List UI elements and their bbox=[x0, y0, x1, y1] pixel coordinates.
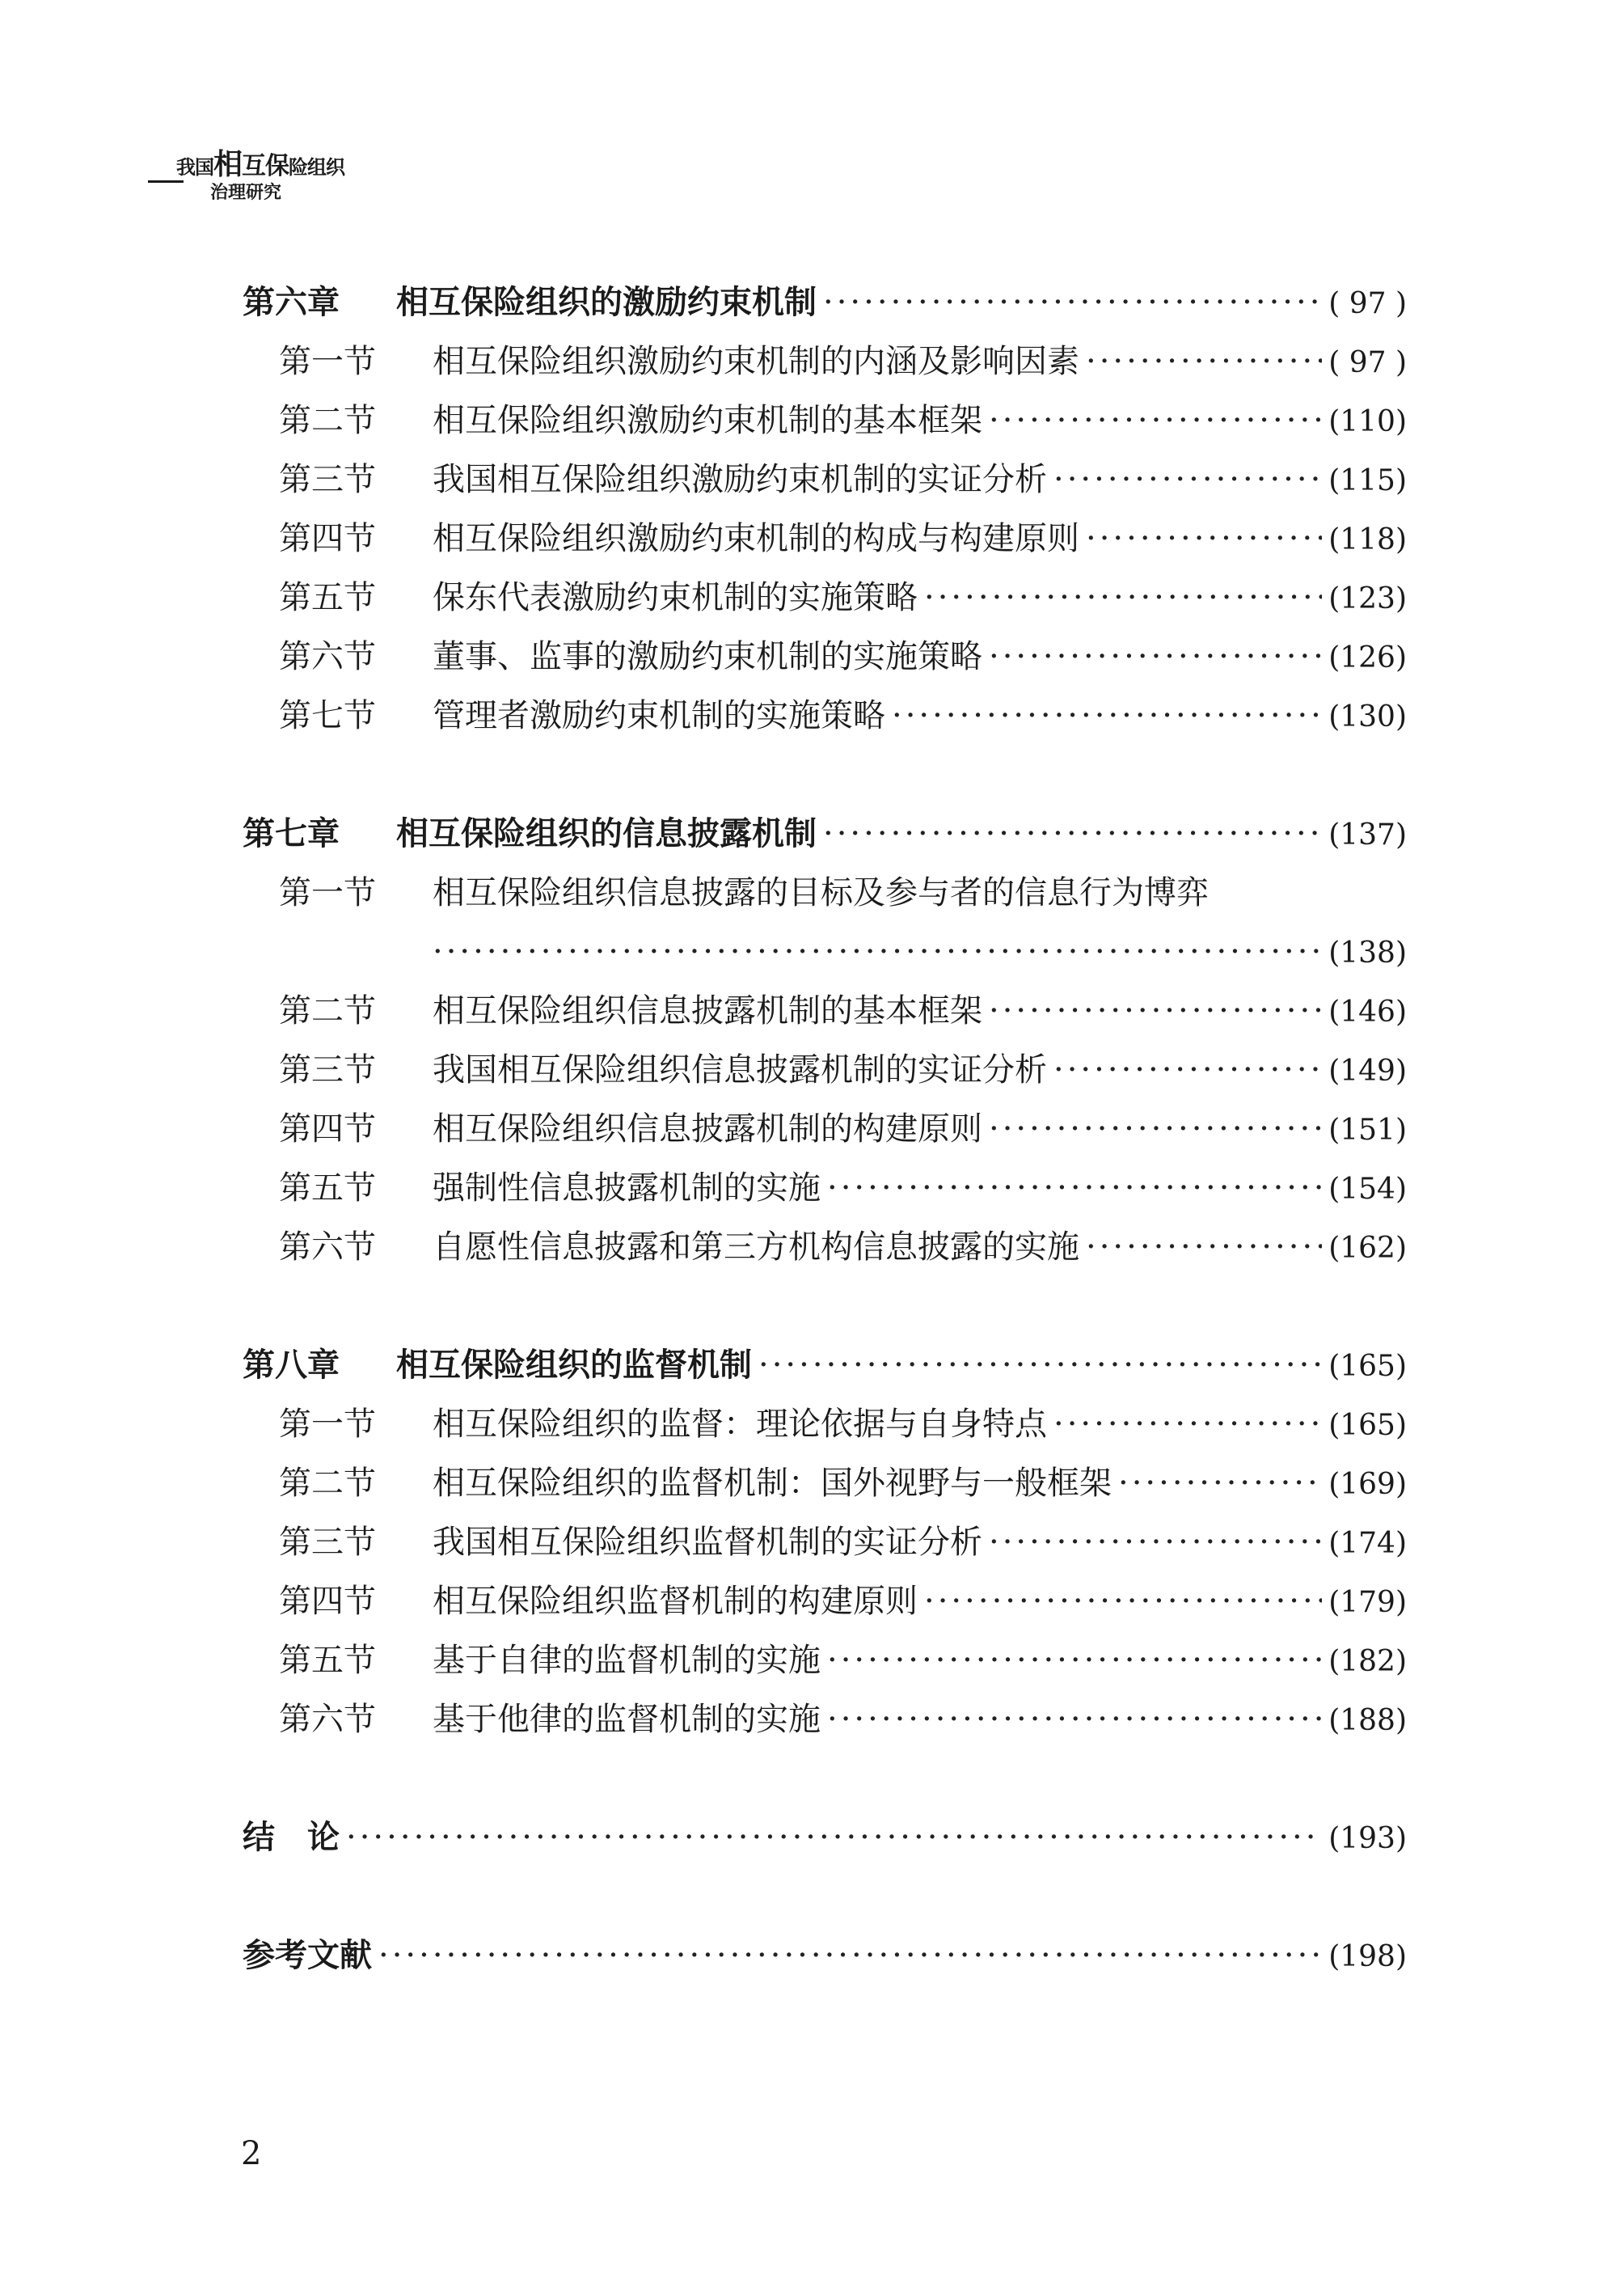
page-ref: (165) bbox=[1328, 1409, 1407, 1442]
chapter-title: 相互保险组织的激励约束机制 bbox=[396, 284, 817, 321]
section-title: 相互保险组织的监督：理论依据与自身特点 bbox=[433, 1406, 1047, 1443]
dot-leader bbox=[1053, 450, 1322, 510]
section-number: 第五节 bbox=[279, 579, 376, 616]
section-title: 相互保险组织的监督机制：国外视野与一般框架 bbox=[433, 1465, 1112, 1502]
dot-leader bbox=[1053, 1041, 1322, 1100]
section-title: 基于自律的监督机制的实施 bbox=[433, 1642, 821, 1679]
toc-chapter-8[interactable] bbox=[243, 1336, 1407, 1395]
dot-leader bbox=[1086, 1218, 1322, 1277]
table-of-contents bbox=[243, 273, 1407, 1985]
page-ref: (182) bbox=[1328, 1645, 1407, 1678]
toc-section[interactable] bbox=[243, 1572, 1407, 1631]
header-suffix: 险组织 bbox=[289, 156, 345, 179]
section-title: 保东代表激励约束机制的实施策略 bbox=[433, 579, 918, 616]
chapter-title: 相互保险组织的信息披露机制 bbox=[396, 815, 817, 852]
page-ref: ( 97 ) bbox=[1328, 346, 1407, 379]
dot-leader bbox=[378, 1926, 1322, 1985]
toc-section[interactable] bbox=[243, 450, 1407, 510]
references-title: 参考文献 bbox=[243, 1937, 372, 1974]
section-title: 管理者激励约束机制的实施策略 bbox=[433, 697, 885, 734]
conclusion-block bbox=[243, 1808, 1407, 1867]
dot-leader bbox=[1118, 1454, 1322, 1513]
section-title: 强制性信息披露机制的实施 bbox=[433, 1169, 821, 1207]
page-ref: (165) bbox=[1328, 1350, 1407, 1383]
dot-leader bbox=[827, 1159, 1322, 1218]
section-number: 第一节 bbox=[279, 1406, 376, 1443]
dot-leader bbox=[989, 628, 1322, 687]
page-ref: (138) bbox=[1328, 937, 1407, 970]
conclusion-title: 结 论 bbox=[243, 1819, 340, 1856]
page-ref: (123) bbox=[1328, 582, 1407, 615]
section-number: 第一节 bbox=[279, 874, 376, 911]
page-ref: (130) bbox=[1328, 700, 1407, 734]
section-number: 第六节 bbox=[279, 638, 376, 675]
dot-leader bbox=[989, 391, 1322, 450]
section-title: 我国相互保险组织激励约束机制的实证分析 bbox=[433, 461, 1047, 498]
header-mid-chars: 互保 bbox=[242, 152, 289, 180]
section-title: 董事、监事的激励约束机制的实施策略 bbox=[433, 638, 982, 675]
toc-section[interactable] bbox=[243, 391, 1407, 450]
toc-section[interactable] bbox=[243, 864, 1407, 923]
running-header bbox=[148, 146, 391, 210]
section-title: 相互保险组织监督机制的构建原则 bbox=[433, 1583, 918, 1620]
dot-leader bbox=[1053, 1395, 1322, 1454]
chapter-8-block bbox=[243, 1336, 1407, 1749]
section-number: 第五节 bbox=[279, 1642, 376, 1679]
page-ref: (115) bbox=[1328, 464, 1407, 497]
page-ref: (151) bbox=[1328, 1114, 1407, 1147]
toc-section[interactable] bbox=[243, 982, 1407, 1041]
section-title: 相互保险组织信息披露机制的基本框架 bbox=[433, 992, 982, 1030]
page-ref: (126) bbox=[1328, 641, 1407, 674]
dot-leader bbox=[989, 982, 1322, 1041]
section-number: 第七节 bbox=[279, 697, 376, 734]
chapter-number: 第八章 bbox=[243, 1347, 340, 1384]
page-ref: (174) bbox=[1328, 1527, 1407, 1560]
section-number: 第二节 bbox=[279, 1465, 376, 1502]
section-number: 第五节 bbox=[279, 1169, 376, 1207]
dot-leader bbox=[346, 1808, 1322, 1867]
page-ref: (198) bbox=[1328, 1940, 1407, 1973]
section-title: 我国相互保险组织信息披露机制的实证分析 bbox=[433, 1051, 1047, 1089]
toc-conclusion[interactable] bbox=[243, 1808, 1407, 1867]
references-block bbox=[243, 1926, 1407, 1985]
section-number: 第四节 bbox=[279, 1110, 376, 1148]
page-ref: (110) bbox=[1328, 405, 1407, 438]
section-title: 相互保险组织激励约束机制的基本框架 bbox=[433, 402, 982, 439]
page-ref: (118) bbox=[1328, 523, 1407, 556]
dot-leader bbox=[892, 687, 1322, 746]
header-prefix: 我国 bbox=[176, 156, 213, 179]
section-title: 相互保险组织激励约束机制的内涵及影响因素 bbox=[433, 343, 1079, 380]
dot-leader bbox=[823, 805, 1322, 864]
toc-section[interactable] bbox=[243, 1395, 1407, 1454]
toc-section[interactable] bbox=[243, 332, 1407, 391]
page-ref: (179) bbox=[1328, 1586, 1407, 1619]
book-title-line2: 治理研究 bbox=[210, 183, 282, 203]
section-title: 相互保险组织信息披露的目标及参与者的信息行为博弈 bbox=[433, 874, 1209, 911]
toc-chapter-7[interactable] bbox=[243, 805, 1407, 864]
chapter-number: 第七章 bbox=[243, 815, 340, 852]
page-ref: ( 97 ) bbox=[1328, 287, 1407, 320]
page-ref: (188) bbox=[1328, 1704, 1407, 1737]
section-number: 第四节 bbox=[279, 520, 376, 557]
toc-section[interactable] bbox=[243, 1690, 1407, 1749]
toc-section[interactable] bbox=[243, 1631, 1407, 1690]
section-number: 第三节 bbox=[279, 461, 376, 498]
toc-chapter-6[interactable] bbox=[243, 273, 1407, 332]
section-title: 自愿性信息披露和第三方机构信息披露的实施 bbox=[433, 1228, 1079, 1266]
chapter-7-block bbox=[243, 805, 1407, 1277]
section-title: 相互保险组织激励约束机制的构成与构建原则 bbox=[433, 520, 1079, 557]
toc-section[interactable] bbox=[243, 687, 1407, 746]
toc-section[interactable] bbox=[243, 1100, 1407, 1159]
chapter-title: 相互保险组织的监督机制 bbox=[396, 1347, 752, 1384]
section-number: 第四节 bbox=[279, 1583, 376, 1620]
dot-leader bbox=[823, 273, 1322, 332]
dot-leader bbox=[827, 1631, 1322, 1690]
toc-section[interactable] bbox=[243, 1218, 1407, 1277]
book-title-line1 bbox=[176, 150, 344, 180]
page-ref: (169) bbox=[1328, 1468, 1407, 1501]
page-number: 2 bbox=[241, 2135, 262, 2172]
section-number: 第一节 bbox=[279, 343, 376, 380]
section-number: 第三节 bbox=[279, 1524, 376, 1561]
toc-section[interactable] bbox=[243, 1513, 1407, 1572]
toc-section[interactable] bbox=[243, 510, 1407, 569]
dot-leader bbox=[758, 1336, 1322, 1395]
toc-section[interactable] bbox=[243, 1159, 1407, 1218]
toc-section[interactable] bbox=[243, 628, 1407, 687]
toc-section[interactable] bbox=[243, 1454, 1407, 1513]
section-number: 第六节 bbox=[279, 1228, 376, 1266]
header-big-char: 相 bbox=[213, 148, 243, 181]
dot-leader bbox=[1086, 332, 1322, 391]
section-number: 第二节 bbox=[279, 402, 376, 439]
page-ref: (149) bbox=[1328, 1055, 1407, 1088]
dot-leader bbox=[989, 1513, 1322, 1572]
dot-leader bbox=[924, 569, 1322, 628]
toc-references[interactable] bbox=[243, 1926, 1407, 1985]
toc-section-continuation[interactable] bbox=[243, 923, 1407, 982]
section-number: 第六节 bbox=[279, 1701, 376, 1738]
section-number: 第二节 bbox=[279, 992, 376, 1030]
toc-section[interactable] bbox=[243, 569, 1407, 628]
page-ref: (154) bbox=[1328, 1173, 1407, 1206]
header-rule bbox=[148, 180, 184, 183]
page-ref: (146) bbox=[1328, 996, 1407, 1029]
section-number: 第三节 bbox=[279, 1051, 376, 1089]
chapter-number: 第六章 bbox=[243, 284, 340, 321]
dot-leader bbox=[924, 1572, 1322, 1631]
toc-section[interactable] bbox=[243, 1041, 1407, 1100]
dot-leader bbox=[989, 1100, 1322, 1159]
dot-leader bbox=[1086, 510, 1322, 569]
section-title: 我国相互保险组织监督机制的实证分析 bbox=[433, 1524, 982, 1561]
dot-leader bbox=[433, 923, 1322, 982]
page-ref: (193) bbox=[1328, 1822, 1407, 1855]
section-title: 相互保险组织信息披露机制的构建原则 bbox=[433, 1110, 982, 1148]
section-title: 基于他律的监督机制的实施 bbox=[433, 1701, 821, 1738]
chapter-6-block bbox=[243, 273, 1407, 746]
page-ref: (162) bbox=[1328, 1232, 1407, 1265]
dot-leader bbox=[827, 1690, 1322, 1749]
page-ref: (137) bbox=[1328, 818, 1407, 852]
